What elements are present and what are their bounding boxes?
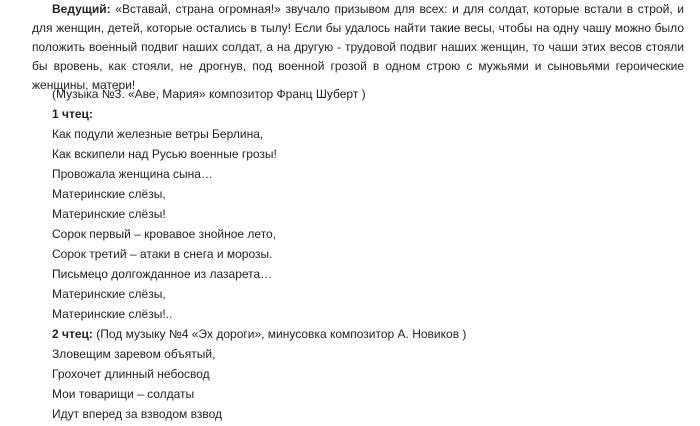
poem-line: Как вскипели над Русью военные грозы! — [52, 147, 277, 161]
poem-line: Материнские слёзы! — [52, 207, 166, 221]
poem-line: Идут вперед за взводом взвод — [52, 407, 222, 421]
poem-line: Мои товарищи – солдаты — [52, 387, 195, 401]
poem-line: Зловещим заревом объятый, — [52, 347, 216, 361]
intro-text: «Вставай, страна огромная!» звучало призывом для всех: и для солдат, которые встали в строй, и для женщин, детей, которые остались в тылу! Если бы удалось найти такие весы, чтобы на одну чашу можно было положить военный подвиг наших солдат, а на другую - трудовой подвиг наших женщин, то чаши этих весов стояли бы вровень, как стояли, не дрогнув, под военной грозой в одном строю с мужьями и сыновьями героические женщины, матери! — [32, 2, 684, 92]
poem-line: Письмецо долгожданное из лазарета… — [52, 267, 273, 281]
poem-line: Материнские слёзы!.. — [52, 307, 173, 321]
poem-line: Материнские слёзы, — [52, 287, 166, 301]
music-note-2: (Под музыку №4 «Эх дороги», минусовка композитор А. Новиков ) — [92, 327, 467, 341]
poem-line: Как подули железные ветры Берлина, — [52, 127, 264, 141]
reader-2-heading — [52, 326, 466, 342]
poem-line: Сорок третий – атаки в снега и морозы. — [52, 247, 273, 261]
reader-1-label: 1 чтец: — [52, 107, 93, 121]
poem-line: Грохочет длинный небосвод — [52, 367, 210, 381]
poem-line: Провожала женщина сына… — [52, 167, 213, 181]
poem-line: Материнские слёзы, — [52, 187, 166, 201]
music-note-1: (Музыка №3. «Аве, Мария» композитор Франц Шуберт ) — [52, 87, 366, 101]
reader-2-label: 2 чтец: — [52, 327, 93, 341]
speaker-label: Ведущий: — [52, 2, 111, 16]
intro-paragraph — [32, 0, 684, 95]
poem-line: Сорок первый – кровавое знойное лето, — [52, 227, 277, 241]
